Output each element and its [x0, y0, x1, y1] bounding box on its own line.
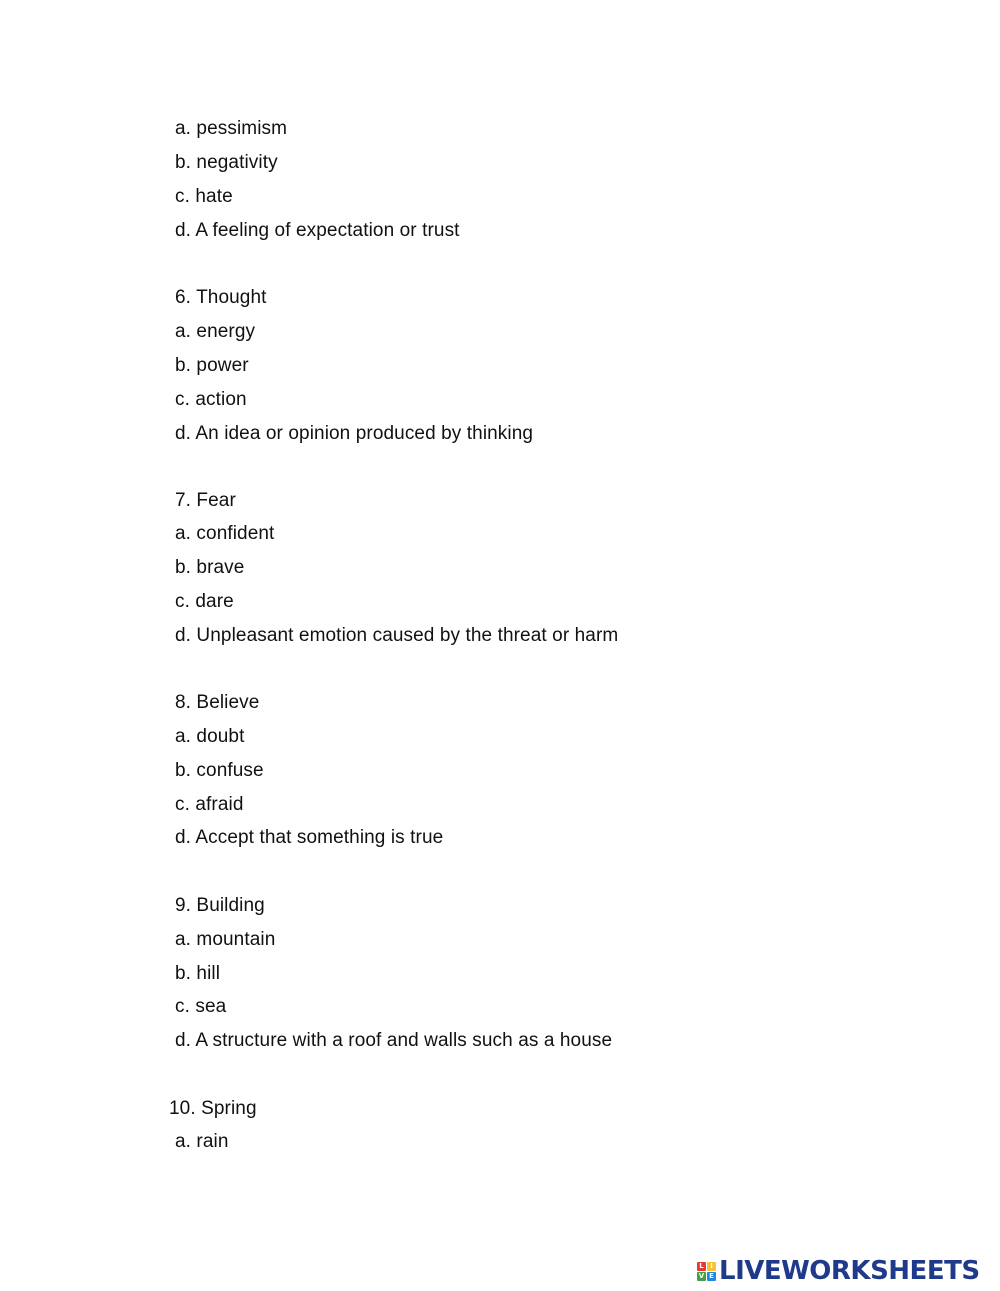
- question-7: 7. Fear: [175, 490, 236, 511]
- question-10: 10. Spring: [169, 1098, 257, 1119]
- liveworksheets-logo: [697, 1257, 980, 1285]
- option-8c: c. afraid: [175, 794, 244, 815]
- option-9c: c. sea: [175, 996, 227, 1017]
- option-5a: a. pessimism: [175, 118, 288, 139]
- option-9a: a. mountain: [175, 929, 276, 950]
- option-8a: a. doubt: [175, 726, 245, 747]
- option-9b: b. hill: [175, 963, 221, 984]
- option-7c: c. dare: [175, 591, 234, 612]
- option-5d: d. A feeling of expectation or trust: [175, 220, 460, 241]
- option-6d: d. An idea or opinion produced by thinking: [175, 423, 534, 444]
- option-7a: a. confident: [175, 523, 275, 544]
- option-8b: b. confuse: [175, 760, 264, 781]
- question-6: 6. Thought: [175, 287, 267, 308]
- logo-text: LIVEWORKSHEETS: [719, 1256, 980, 1286]
- logo-mark-cell: E: [707, 1272, 716, 1281]
- option-5b: b. negativity: [175, 152, 278, 173]
- question-8: 8. Believe: [175, 692, 260, 713]
- logo-mark-icon: [697, 1262, 716, 1281]
- option-6c: c. action: [175, 389, 247, 410]
- option-6b: b. power: [175, 355, 249, 376]
- option-7b: b. brave: [175, 557, 245, 578]
- option-7d: d. Unpleasant emotion caused by the threat or harm: [175, 625, 619, 646]
- logo-mark-cell: L: [697, 1262, 706, 1271]
- option-5c: c. hate: [175, 186, 233, 207]
- option-8d: d. Accept that something is true: [175, 827, 444, 848]
- question-9: 9. Building: [175, 895, 265, 916]
- logo-mark-cell: I: [707, 1262, 716, 1271]
- option-9d: d. A structure with a roof and walls such as a house: [175, 1030, 613, 1051]
- logo-mark-cell: V: [698, 1271, 705, 1280]
- option-6a: a. energy: [175, 321, 256, 342]
- option-10a: a. rain: [175, 1131, 229, 1152]
